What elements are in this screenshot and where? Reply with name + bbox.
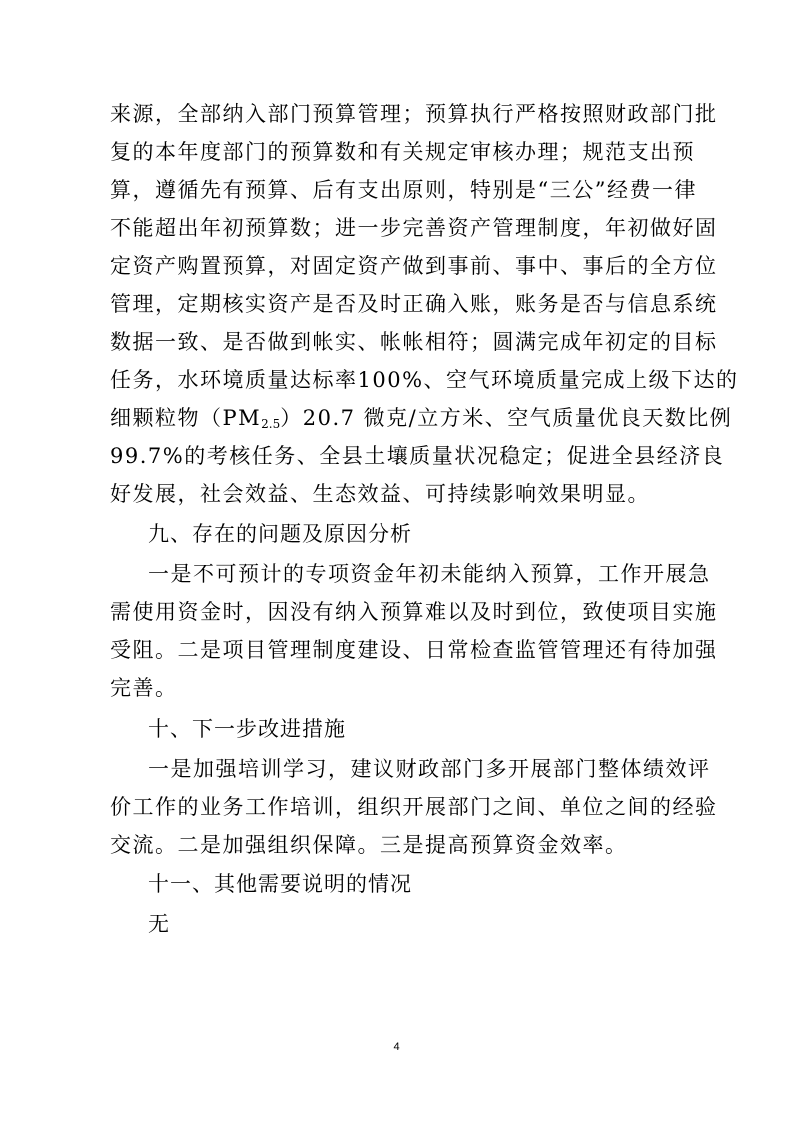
paragraph-line: 数据一致、是否做到帐实、帐帐相符；圆满完成年初定的目标: [110, 330, 718, 354]
pm-suffix: ）20.7 微克/立方米、空气质量优良天数比例: [280, 406, 733, 430]
pm-subscript: 2.5: [261, 417, 281, 431]
paragraph-line: 复的本年度部门的预算数和有关规定审核办理；规范支出预: [110, 140, 695, 164]
paragraph-line: 算，遵循先有预算、后有支出原则，特别是“三公”经费一律: [110, 178, 697, 202]
section-9-line: 受阻。二是项目管理制度建设、日常检查监管管理还有待加强: [110, 638, 718, 662]
paragraph-line: 不能超出年初预算数；进一步完善资产管理制度，年初做好固: [110, 216, 718, 240]
section-9-line: 需使用资金时，因没有纳入预算难以及时到位，致使项目实施: [110, 600, 718, 624]
section-10-line: 交流。二是加强组织保障。三是提高预算资金效率。: [110, 833, 628, 857]
section-10-line: 一是加强培训学习，建议财政部门多开展部门整体绩效评: [148, 757, 711, 781]
section-11-line: 无: [148, 912, 171, 936]
section-10-line: 价工作的业务工作培训，组织开展部门之间、单位之间的经验: [110, 795, 718, 819]
pm-prefix: 细颗粒物（PM: [110, 406, 262, 430]
section-10-heading: 十、下一步改进措施: [148, 717, 346, 741]
paragraph-line: 好发展，社会效益、生态效益、可持续影响效果明显。: [110, 482, 650, 506]
paragraph-line: 管理，定期核实资产是否及时正确入账，账务是否与信息系统: [110, 292, 718, 316]
paragraph-line: 定资产购置预算，对固定资产做到事前、事中、事后的全方位: [110, 254, 718, 278]
section-9-line: 一是不可预计的专项资金年初未能纳入预算，工作开展急: [148, 562, 711, 586]
section-11-heading: 十一、其他需要说明的情况: [148, 872, 412, 896]
page-number: 4: [393, 1041, 400, 1053]
paragraph-line: 99.7%的考核任务、全县土壤质量状况稳定；促进全县经济良: [110, 444, 725, 468]
paragraph-line: 来源，全部纳入部门预算管理；预算执行严格按照财政部门批: [110, 102, 718, 126]
paragraph-line: 任务，水环境质量达标率100%、空气环境质量完成上级下达的: [110, 368, 739, 392]
paragraph-line-pm: [110, 404, 733, 438]
section-9-line: 完善。: [110, 676, 178, 700]
section-9-heading: 九、存在的问题及原因分析: [148, 522, 412, 546]
